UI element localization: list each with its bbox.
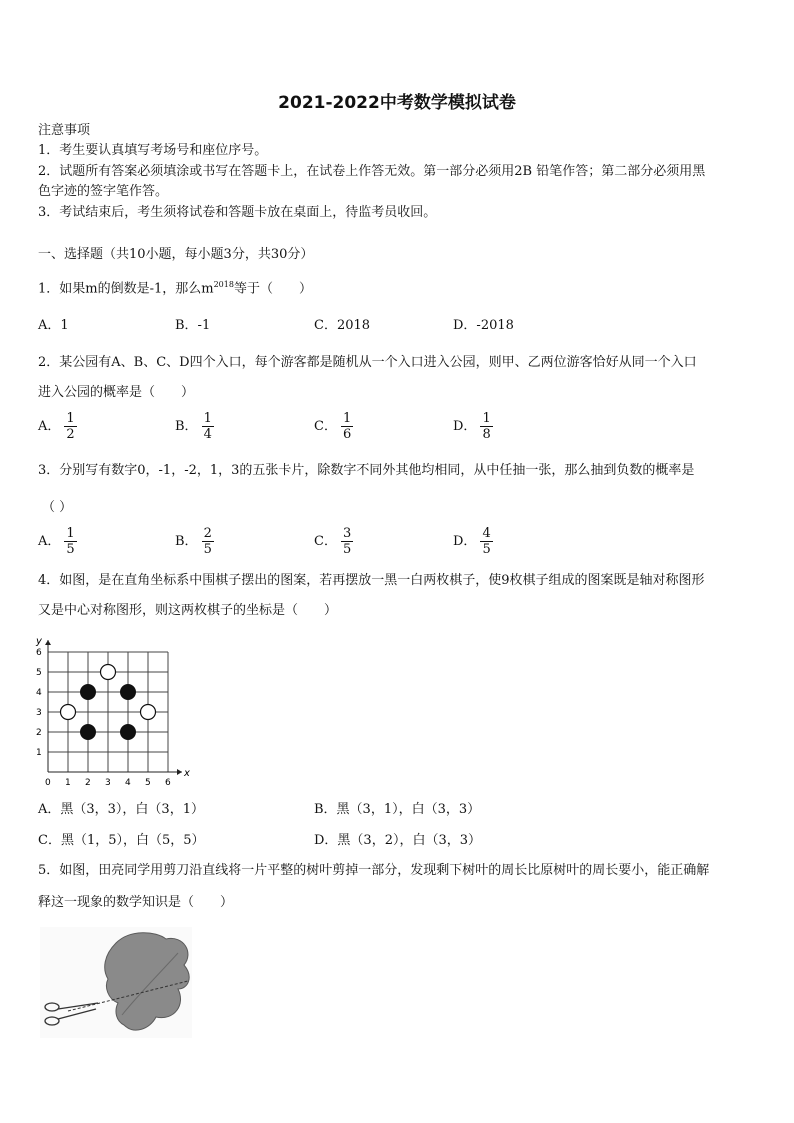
q3-option-a[interactable] bbox=[38, 526, 77, 557]
x-tick-label: 1 bbox=[65, 778, 71, 788]
option-label: C． bbox=[314, 534, 337, 549]
white-stone bbox=[61, 705, 76, 720]
q1-option-b[interactable]: B．-1 bbox=[175, 318, 211, 333]
y-tick-label: 4 bbox=[36, 688, 42, 698]
white-stone bbox=[101, 665, 116, 680]
q1-option-a[interactable]: A．1 bbox=[38, 318, 69, 333]
fraction bbox=[202, 526, 214, 557]
option-label: A． bbox=[38, 534, 61, 549]
section-heading: 一、选择题（共10小题，每小题3分，共30分） bbox=[38, 247, 314, 262]
option-label: B． bbox=[175, 534, 198, 549]
numerator: 2 bbox=[203, 526, 212, 541]
fraction bbox=[480, 526, 492, 557]
y-tick-label: 5 bbox=[36, 668, 42, 678]
denominator: 5 bbox=[203, 542, 212, 557]
q4-option-c[interactable]: C．黑（1，5），白（5，5） bbox=[38, 833, 205, 848]
q3-option-c[interactable] bbox=[314, 526, 353, 557]
x-tick-label: 3 bbox=[105, 778, 111, 788]
fraction bbox=[202, 411, 214, 442]
fraction bbox=[341, 411, 353, 442]
option-label: A． bbox=[38, 419, 61, 434]
y-tick-label: 1 bbox=[36, 748, 42, 758]
option-label: D． bbox=[453, 419, 477, 434]
q3-option-b[interactable] bbox=[175, 526, 214, 557]
leaf-scissors-figure bbox=[38, 925, 194, 1040]
numerator: 4 bbox=[482, 526, 491, 541]
denominator: 6 bbox=[342, 427, 352, 442]
q1-option-c[interactable]: C．2018 bbox=[314, 318, 371, 333]
page-title: 2021-2022中考数学模拟试卷 bbox=[278, 93, 516, 113]
q2-option-d[interactable] bbox=[453, 411, 493, 442]
option-label: B． bbox=[175, 419, 198, 434]
origin-label: 0 bbox=[45, 778, 51, 788]
black-stone bbox=[121, 725, 136, 740]
notice-item-2-cont: 色字迹的签字笔作答。 bbox=[38, 184, 169, 199]
question-3-line-2: （ ） bbox=[42, 500, 73, 515]
question-1-exponent: 2018 bbox=[213, 280, 234, 289]
numerator: 1 bbox=[203, 411, 212, 426]
y-tick-label: 6 bbox=[36, 648, 42, 658]
fraction bbox=[64, 526, 76, 557]
q2-option-c[interactable] bbox=[314, 411, 353, 442]
question-4-line-1: 4．如图，是在直角坐标系中围棋子摆出的图案，若再摆放一黑一白两枚棋子，使9枚棋子组成的图案既是轴对称图形 bbox=[38, 573, 705, 588]
x-axis-arrow bbox=[177, 769, 182, 775]
numerator: 1 bbox=[342, 411, 352, 426]
question-5-line-1: 5．如图，田亮同学用剪刀沿直线将一片平整的树叶剪掉一部分，发现剩下树叶的周长比原树叶的周长要小，能正确解 bbox=[38, 863, 710, 878]
x-axis-label: x bbox=[184, 768, 190, 779]
q2-option-b[interactable] bbox=[175, 411, 214, 442]
black-stone bbox=[81, 725, 96, 740]
q1-option-d[interactable]: D．-2018 bbox=[453, 318, 514, 333]
q4-option-b[interactable]: B．黑（3，1），白（3，3） bbox=[314, 802, 481, 817]
question-1-text-end: 等于（ ） bbox=[233, 281, 312, 297]
x-tick-label: 6 bbox=[165, 778, 171, 788]
fraction bbox=[341, 526, 353, 557]
go-board-figure bbox=[30, 630, 200, 790]
numerator: 1 bbox=[66, 526, 75, 541]
question-2-line-1: 2．某公园有A、B、C、D四个入口，每个游客都是随机从一个入口进入公园，则甲、乙两位游客恰好从同一个入口 bbox=[38, 355, 697, 370]
white-stone bbox=[141, 705, 156, 720]
denominator: 5 bbox=[66, 542, 75, 557]
y-axis-arrow bbox=[45, 640, 51, 645]
notice-heading: 注意事项 bbox=[38, 123, 91, 138]
x-tick-label: 4 bbox=[125, 778, 131, 788]
x-tick-label: 5 bbox=[145, 778, 151, 788]
question-1-text: 1．如果m的倒数是-1，那么m bbox=[38, 281, 214, 297]
q3-option-d[interactable] bbox=[453, 526, 493, 557]
denominator: 8 bbox=[482, 427, 491, 442]
question-2-line-2: 进入公园的概率是（ ） bbox=[38, 385, 195, 400]
numerator: 1 bbox=[482, 411, 491, 426]
q2-option-a[interactable] bbox=[38, 411, 77, 442]
y-tick-label: 3 bbox=[36, 708, 42, 718]
denominator: 5 bbox=[342, 542, 352, 557]
numerator: 3 bbox=[342, 526, 352, 541]
numerator: 1 bbox=[66, 411, 75, 426]
black-stone bbox=[121, 685, 136, 700]
y-axis-label: y bbox=[36, 636, 42, 647]
option-label: C． bbox=[314, 419, 337, 434]
question-5-line-2: 释这一现象的数学知识是（ ） bbox=[38, 895, 234, 910]
notice-item-3: 3．考试结束后，考生须将试卷和答题卡放在桌面上，待监考员收回。 bbox=[38, 205, 437, 220]
y-tick-label: 2 bbox=[36, 728, 42, 738]
denominator: 5 bbox=[482, 542, 491, 557]
question-1 bbox=[38, 275, 312, 299]
denominator: 4 bbox=[203, 427, 212, 442]
denominator: 2 bbox=[66, 427, 75, 442]
x-tick-label: 2 bbox=[85, 778, 91, 788]
notice-item-1: 1．考生要认真填写考场号和座位序号。 bbox=[38, 143, 268, 158]
q4-option-d[interactable]: D．黑（3，2），白（3，3） bbox=[314, 833, 482, 848]
question-4-line-2: 又是中心对称图形，则这两枚棋子的坐标是（ ） bbox=[38, 603, 338, 618]
fraction bbox=[64, 411, 76, 442]
black-stone bbox=[81, 685, 96, 700]
option-label: D． bbox=[453, 534, 477, 549]
q4-option-a[interactable]: A．黑（3，3），白（3，1） bbox=[38, 802, 204, 817]
fraction bbox=[480, 411, 492, 442]
question-3-line-1: 3．分别写有数字0，-1，-2，1，3的五张卡片，除数字不同外其他均相同，从中任抽一张，那么抽到负数的概率是 bbox=[38, 463, 695, 478]
notice-item-2: 2．试题所有答案必须填涂或书写在答题卡上，在试卷上作答无效。第一部分必须用2B 铅笔作答；第二部分必须用黑 bbox=[38, 164, 706, 179]
